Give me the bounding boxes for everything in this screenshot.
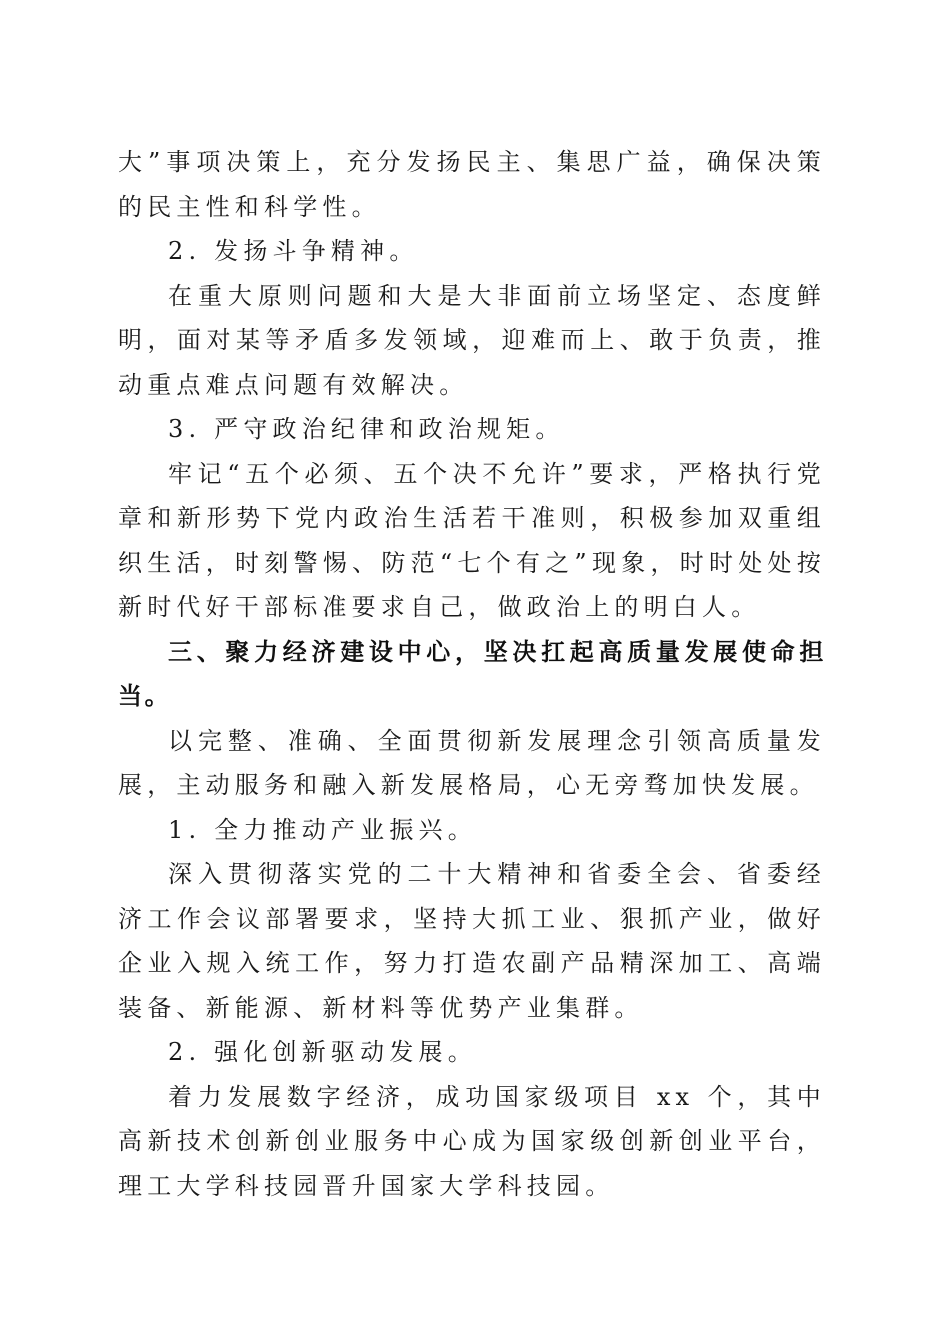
paragraph-economic-construction: 以完整、准确、全面贯彻新发展理念引领高质量发展，主动服务和融入新发展格局，心无旁骛加快发展。 [118, 726, 826, 799]
paragraph-fighting-spirit: 在重大原则问题和大是大非面前立场坚定、态度鲜明，面对某等矛盾多发领域，迎难而上、敢于负责，推动重点难点问题有效解决。 [118, 281, 826, 399]
subheading-innovation-driven: 2. 强化创新驱动发展。 [168, 1038, 477, 1066]
paragraph-industry-revitalization: 深入贯彻落实党的二十大精神和省委全会、省委经济工作会议部署要求，坚持大抓工业、狠抓产业，做好企业入规入统工作，努力打造农副产品精深加工、高端装备、新能源、新材料等优势产业集群。 [118, 860, 826, 1022]
document-body [118, 140, 826, 1208]
paragraph-political-discipline: 牢记“五个必须、五个决不允许”要求，严格执行党章和新形势下党内政治生活若干准则，积极参加双重组织生活，时刻警惕、防范“七个有之”现象，时时处处按新时代好干部标准要求自己，做政治上的明白人。 [118, 459, 826, 621]
subheading-fighting-spirit: 2. 发扬斗争精神。 [168, 237, 419, 265]
section-heading-economic-construction: 三、聚力经济建设中心，坚决扛起高质量发展使命担当。 [118, 637, 826, 710]
subheading-political-discipline: 3. 严守政治纪律和政治规矩。 [168, 415, 565, 443]
subheading-industry-revitalization: 1. 全力推动产业振兴。 [168, 815, 477, 844]
paragraph-continued-decision-making: 大”事项决策上，充分发扬民主、集思广益，确保决策的民主性和科学性。 [118, 148, 826, 221]
paragraph-innovation-driven: 着力发展数字经济，成功国家级项目 xx 个，其中高新技术创新创业服务中心成为国家级创新创业平台，理工大学科技园晋升国家大学科技园。 [118, 1082, 826, 1200]
